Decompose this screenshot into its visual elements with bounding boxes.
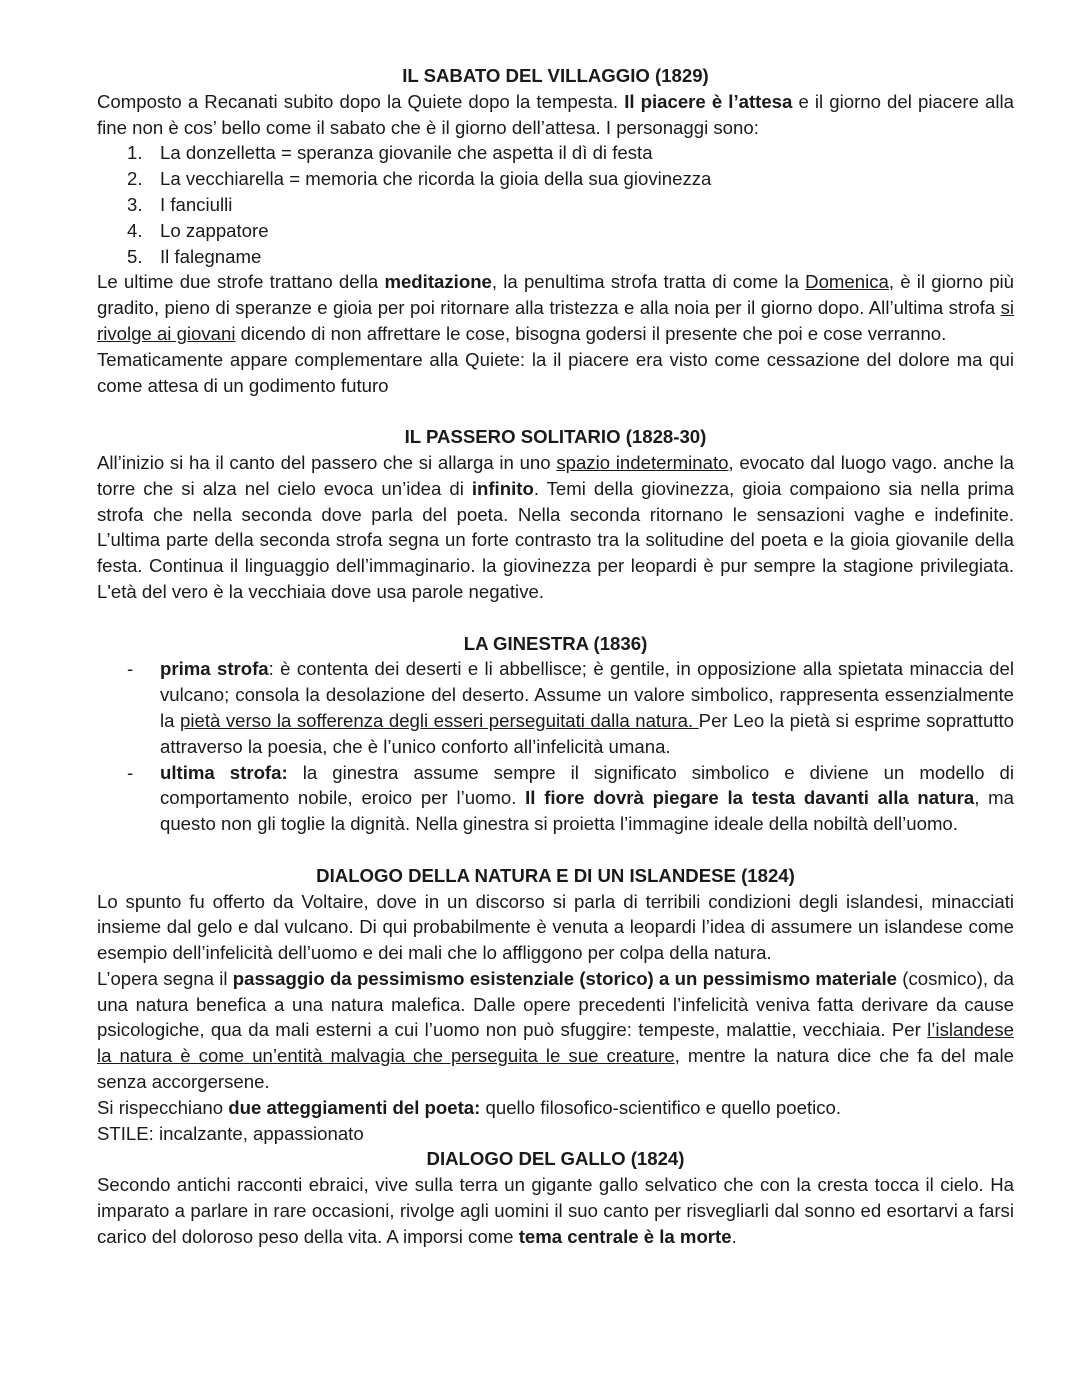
text-run: Secondo antichi racconti ebraici, vive sulla terra un gigante gallo selvatico che con la cresta tocca il cielo. Ha imparato a parlare in rare occasioni, rivolge agli uomini il suo canto per risvegliarli dal sonno ed esortarvi a farsi carico del doloroso peso della vita. A imporsi come <box>97 1174 1014 1247</box>
section-sabato <box>97 63 1014 398</box>
bold-text: tema centrale è la morte <box>518 1225 732 1247</box>
list-text: La donzelletta = speranza giovanile che aspetta il dì di festa <box>160 142 653 164</box>
bold-text: ultima strofa: <box>160 761 288 783</box>
document-content <box>97 63 1014 1250</box>
section-passero <box>97 424 1014 605</box>
text-run: Si rispecchiano <box>97 1096 229 1118</box>
text-run: dicendo di non affrettare le cose, bisogna godersi il presente che poi e cose verranno. <box>235 322 947 344</box>
text-run: Composto a Recanati subito dopo la Quiete dopo la tempesta. <box>97 90 625 112</box>
text-run: la ginestra assume sempre il significato simbolico e diviene un modello di comportamento nobile, eroico per l’uomo. <box>160 761 1014 809</box>
section-gallo <box>97 1146 1014 1249</box>
list-item <box>97 166 1014 192</box>
text-run: , mentre la natura dice che fa del male senza accorgersene. <box>97 1045 1014 1093</box>
paragraph <box>97 1095 1014 1121</box>
list-item <box>97 140 1014 166</box>
list-item <box>97 244 1014 270</box>
list-text: Lo zappatore <box>160 219 269 241</box>
text-run: e il giorno del piacere alla fine non è cos’ bello come il sabato che è il giorno dell’attesa. I personaggi sono: <box>97 90 1015 138</box>
list-item <box>97 760 1014 837</box>
bold-text: infinito <box>471 477 534 499</box>
list-text: I fanciulli <box>160 193 233 215</box>
list-number: 3. <box>127 193 143 215</box>
paragraph <box>97 450 1014 605</box>
text-run: (cosmico), da una natura benefica a una natura malefica. Dalle opere precedenti l’infelicità veniva fatta derivare da cause psicologiche, qua da mali esterni a cui l’uomo non può sfuggire: tempeste, malattie, vecchiaia. Per <box>97 967 1015 1041</box>
spacer <box>97 398 1014 424</box>
text-run: : è contenta dei deserti e li abbellisce; è gentile, in opposizione alla spietata minaccia del vulcano; consola la desolazione del deserto. Assume un valore simbolico, rappresenta essenzialmente la <box>160 658 1014 731</box>
bold-text: prima strofa <box>160 658 269 680</box>
list-text: La vecchiarella = memoria che ricorda la gioia della sua giovinezza <box>160 168 712 190</box>
list-item <box>97 218 1014 244</box>
paragraph <box>97 89 1014 141</box>
text-run: , la penultima strofa tratta di come la <box>491 271 806 293</box>
section-title: DIALOGO DELLA NATURA E DI UN ISLANDESE (1824) <box>316 864 795 886</box>
bold-text: Il piacere è l’attesa <box>624 90 793 112</box>
bold-text: meditazione <box>384 271 492 293</box>
list-item <box>97 192 1014 218</box>
bold-text: due atteggiamenti del poeta: <box>228 1096 481 1118</box>
numbered-list <box>97 140 1014 269</box>
paragraph <box>97 966 1014 1095</box>
underlined-text: Domenica <box>805 271 889 293</box>
text-run: , evocato dal luogo vago. anche la torre che si alza nel cielo evoca un’idea di <box>97 451 1014 499</box>
spacer <box>97 605 1014 631</box>
paragraph <box>97 269 1014 346</box>
text-run: Per Leo la pietà si esprime soprattutto attraverso la poesia, che è l’unico conforto all’infelicità umana. <box>160 709 1014 757</box>
text-run: quello filosofico-scientifico e quello poetico. <box>480 1096 842 1118</box>
underlined-text: si rivolge ai giovani <box>97 297 1014 344</box>
dash-list <box>97 656 1014 837</box>
list-dash: - <box>127 658 134 680</box>
paragraph: Tematicamente appare complementare alla Quiete: la il piacere era visto come cessazione del dolore ma qui come attesa di un godimento futuro <box>97 348 1014 396</box>
paragraph: Lo spunto fu offerto da Voltaire, dove in un discorso si parla di terribili condizioni degli islandesi, minacciati insieme dal gelo e dal vulcano. Di qui probabilmente è venuta a leopardi l’idea di assumere un islandese come esempio dell’infelicità dell’uomo e dei mali che lo affliggono per colpa della natura. <box>97 890 1014 964</box>
section-title: IL SABATO DEL VILLAGGIO (1829) <box>402 65 709 86</box>
text-run: Le ultime due strofe trattano della <box>97 271 385 293</box>
underlined-text: l’islandese la natura è come un’entità malvagia che perseguita le sue creature <box>97 1019 1014 1067</box>
list-number: 1. <box>127 142 143 164</box>
section-islandese <box>97 863 1014 1147</box>
section-title: IL PASSERO SOLITARIO (1828-30) <box>404 426 707 448</box>
list-text: Il falegname <box>160 245 262 267</box>
underlined-text: spazio indeterminato <box>556 451 729 473</box>
list-number: 4. <box>127 219 143 241</box>
bold-text: Il fiore dovrà piegare la testa davanti alla natura <box>525 787 975 809</box>
section-title: DIALOGO DEL GALLO (1824) <box>426 1148 685 1170</box>
text-run: . <box>731 1225 737 1247</box>
section-ginestra <box>97 631 1014 837</box>
text-run: L’opera segna il <box>97 967 233 989</box>
spacer <box>97 837 1014 863</box>
text-run: , è il giorno più gradito, pieno di speranze e gioia per poi ritornare alla tristezza e alla noia per il giorno dopo. All’ultima strofa <box>97 271 1015 319</box>
list-number: 2. <box>127 168 143 190</box>
bold-text: passaggio da pessimismo esistenziale (storico) a un pessimismo materiale <box>232 967 898 989</box>
underlined-text: pietà verso la sofferenza degli esseri perseguitati dalla natura. <box>180 709 699 731</box>
text-run: . Temi della giovinezza, gioia compaiono sia nella prima strofa che nella seconda dove parla del poeta. Nella seconda ritornano le sensazioni vaghe e indefinite. L’ultima parte della seconda strofa segna un forte contrasto tra la solitudine del poeta e la gioia giovanile della festa. Continua il linguaggio dell’immaginario. la giovinezza per leopardi è pur sempre la stagione privilegiata. L'età del vero è la vecchiaia dove usa parole negative. <box>97 477 1014 602</box>
list-number: 5. <box>127 245 143 267</box>
text-run: , ma questo non gli toglie la dignità. Nella ginestra si proietta l’immagine ideale della nobiltà dell’uomo. <box>160 787 1014 835</box>
paragraph: STILE: incalzante, appassionato <box>97 1122 364 1144</box>
paragraph <box>97 1172 1014 1249</box>
list-item <box>97 656 1014 759</box>
list-dash: - <box>127 761 134 783</box>
section-title: LA GINESTRA (1836) <box>463 632 648 654</box>
text-run: All’inizio si ha il canto del passero che si allarga in uno <box>97 451 557 473</box>
